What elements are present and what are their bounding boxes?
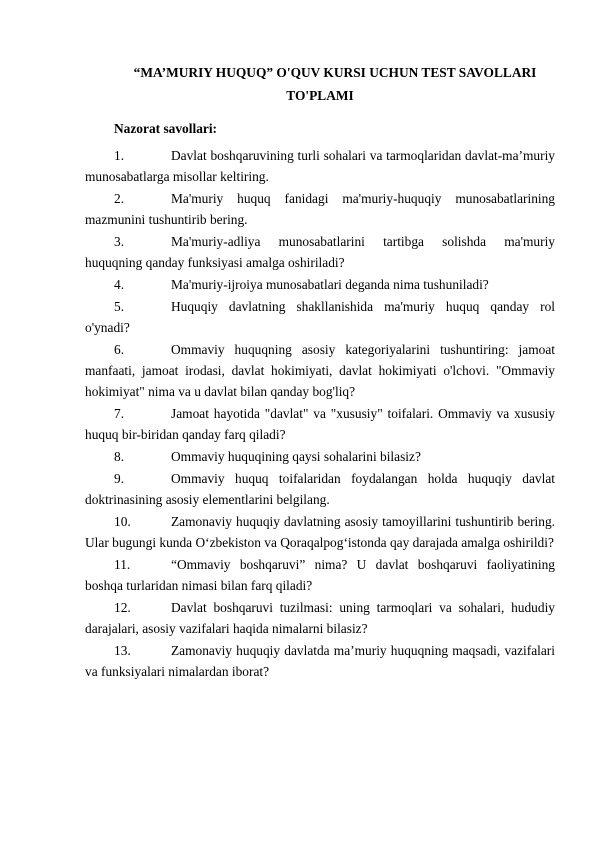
question-number: 10. [114, 514, 131, 529]
question-item [85, 188, 555, 230]
question-text: Davlat boshqaruvining turli sohalari va tarmoqlaridan davlat-ma’muriy munosabatlarga misollar keltiring. [85, 148, 555, 184]
question-number: 9. [114, 471, 125, 486]
section-heading: Nazorat savollari: [114, 121, 218, 136]
question-number: 3. [114, 234, 125, 249]
question-text: Jamoat hayotida "davlat" va "xususiy" toifalari. Ommaviy va xususiy huquq bir-biridan qanday farq qiladi? [85, 406, 555, 442]
question-number: 2. [114, 191, 125, 206]
question-text: Davlat boshqaruvi tuzilmasi: uning tarmoqlari va sohalari, hududiy darajalari, asosiy vazifalari haqida nimalarni bilasiz? [85, 600, 555, 636]
question-item [85, 640, 555, 682]
question-item [85, 597, 555, 639]
question-text: “Ommaviy boshqaruvi” nima? U davlat boshqaruvi faoliyatining boshqa turlaridan nimasi bilan farq qiladi? [85, 557, 555, 593]
document-title: “MA’MURIY HUQUQ” O'QUV KURSI UCHUN TEST SAVOLLARI [133, 65, 537, 80]
question-list [85, 145, 555, 683]
question-item [85, 403, 555, 445]
question-number: 7. [114, 406, 125, 421]
question-number: 1. [114, 148, 125, 163]
question-text: Ommaviy huquqning asosiy kategoriyalarini tushuntiring: jamoat manfaati, jamoat irodasi, davlat hokimiyati, davlat hokimiyati o'lchovi. "Ommaviy hokimiyat" nima va u davlat bilan qanday bog'liq? [85, 342, 555, 399]
question-text: Ma'muriy-adliya munosabatlarini tartibga solishda ma'muriy huquqning qanday funksiyasi amalga oshiriladi? [85, 234, 555, 270]
question-text: Ma'muriy huquq fanidagi ma'muriy-huquqiy munosabatlarining mazmunini tushuntirib bering. [85, 191, 555, 227]
question-item [85, 468, 555, 510]
question-item [85, 145, 555, 187]
question-item [85, 296, 555, 338]
question-item [85, 511, 555, 553]
question-number: 4. [114, 277, 125, 292]
question-number: 8. [114, 449, 125, 464]
question-item [85, 554, 555, 596]
question-item [85, 339, 555, 402]
question-text: Ma'muriy-ijroiya munosabatlari deganda nima tushuniladi? [171, 277, 489, 292]
question-text: Zamonaviy huquqiy davlatning asosiy tamoyillarini tushuntirib bering. Ular bugungi kunda O‘zbekiston va Qoraqalpog‘istonda qay darajada amalga oshirildi? [85, 514, 555, 550]
question-number: 6. [114, 342, 125, 357]
question-number: 11. [114, 557, 131, 572]
question-item [85, 446, 555, 467]
document-title-continued: TO'PLAMI [286, 88, 354, 103]
question-number: 13. [114, 643, 131, 658]
question-text: Ommaviy huquqining qaysi sohalarini bilasiz? [171, 449, 421, 464]
question-text: Huquqiy davlatning shakllanishida ma'muriy huquq qanday rol o'ynadi? [85, 299, 555, 335]
question-number: 5. [114, 299, 125, 314]
question-item [85, 231, 555, 273]
question-text: Zamonaviy huquqiy davlatda ma’muriy huquqning maqsadi, vazifalari va funksiyalari nimalardan iborat? [85, 643, 555, 679]
question-item [85, 274, 555, 295]
question-text: Ommaviy huquq toifalaridan foydalangan holda huquqiy davlat doktrinasining asosiy elementlarini belgilang. [85, 471, 555, 507]
question-number: 12. [114, 600, 131, 615]
